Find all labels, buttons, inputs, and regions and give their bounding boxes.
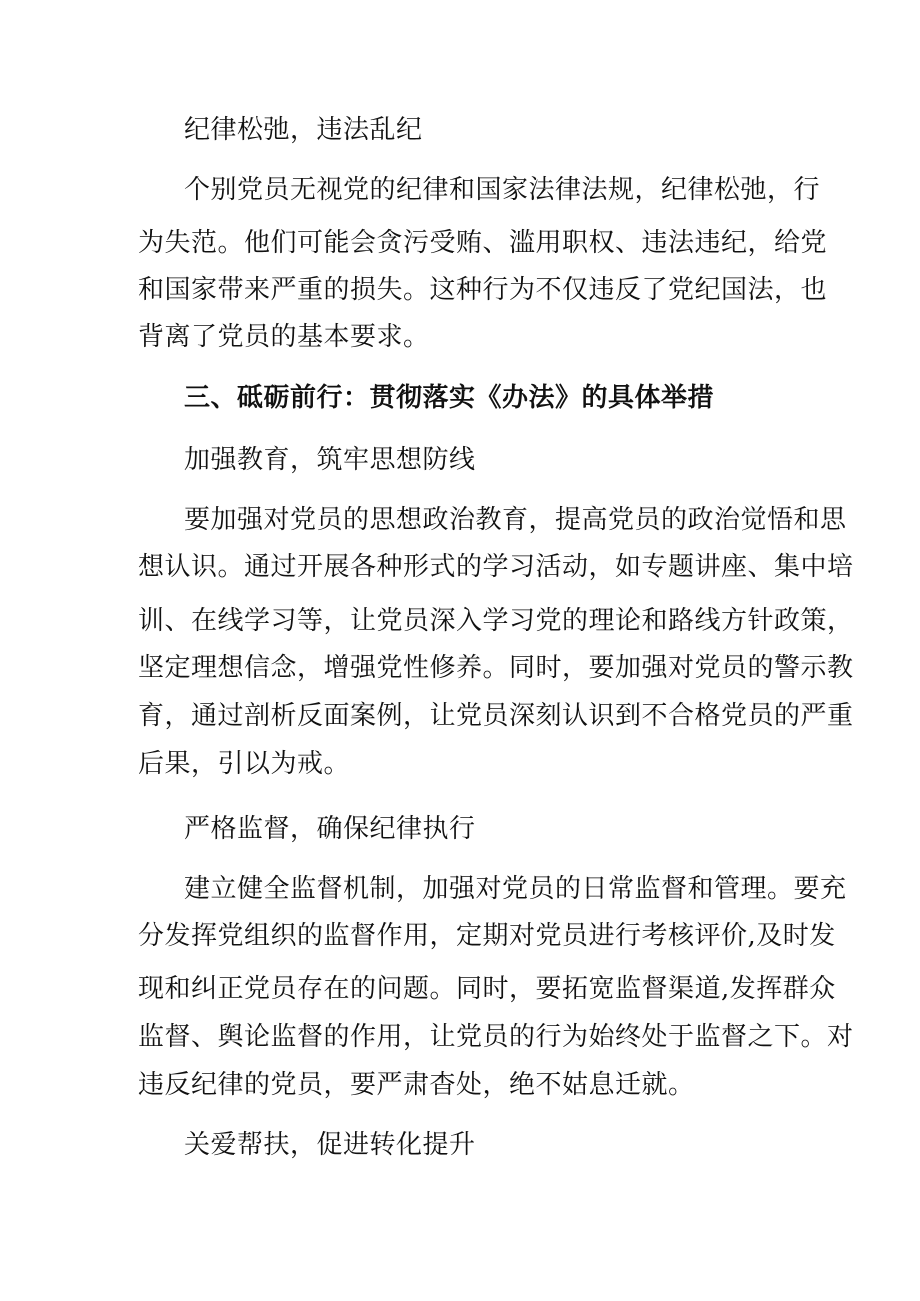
paragraph-line: 监督、舆论监督的作用，让党员的行为始终处于监督之下。对 [138,1022,854,1052]
paragraph-line: 现和纠正党员存在的问题。同时，要拓宽监督渠道,发挥群众 [138,974,836,1004]
paragraph-line: 坚定理想信念，增强党性修养。同时，要加强对党员的警示教 [138,653,854,683]
paragraph-line: 违反纪律的党员，要严肃杳处，绝不姑息迁就。 [138,1070,695,1100]
subheading-discipline-lax: 纪律松弛，违法乱纪 [184,115,423,145]
paragraph-line: 分发挥党组织的监督作用，定期对党员进行考核评价,及时发 [138,921,836,951]
section-heading: 三、砥砺前行：贯彻落实《办法》的具体举措 [184,383,715,413]
paragraph-line: 个别党员无视党的纪律和国家法律法规，纪律松弛，行 [184,175,821,205]
paragraph-line: 想认识。通过开展各种形式的学习活动，如专题讲座、集中培 [138,552,854,582]
paragraph-line: 育，通过剖析反面案例，让党员深刻认识到不合格党员的严重 [138,701,854,731]
paragraph-line: 和国家带来严重的损失。这种行为不仅违反了党纪国法，也 [138,275,828,305]
paragraph-line: 为失范。他们可能会贪污受贿、滥用职权、违法违纪，给党 [138,228,828,258]
paragraph-line: 训、在线学习等，让党员深入学习党的理论和路线方针政策， [138,606,854,636]
paragraph-line: 建立健全监督机制，加强对党员的日常监督和管理。要充 [184,874,847,904]
paragraph-line: 背离了党员的基本要求。 [138,322,430,352]
subheading-supervision: 严格监督，确保纪律执行 [184,814,476,844]
paragraph-line: 要加强对党员的思想政治教育，提高党员的政治觉悟和思 [184,505,847,535]
paragraph-line: 后果，引以为戒。 [138,749,351,779]
subheading-care-support: 关爱帮扶，促进转化提升 [184,1130,476,1160]
subheading-education: 加强教育，筑牢思想防线 [184,445,476,475]
